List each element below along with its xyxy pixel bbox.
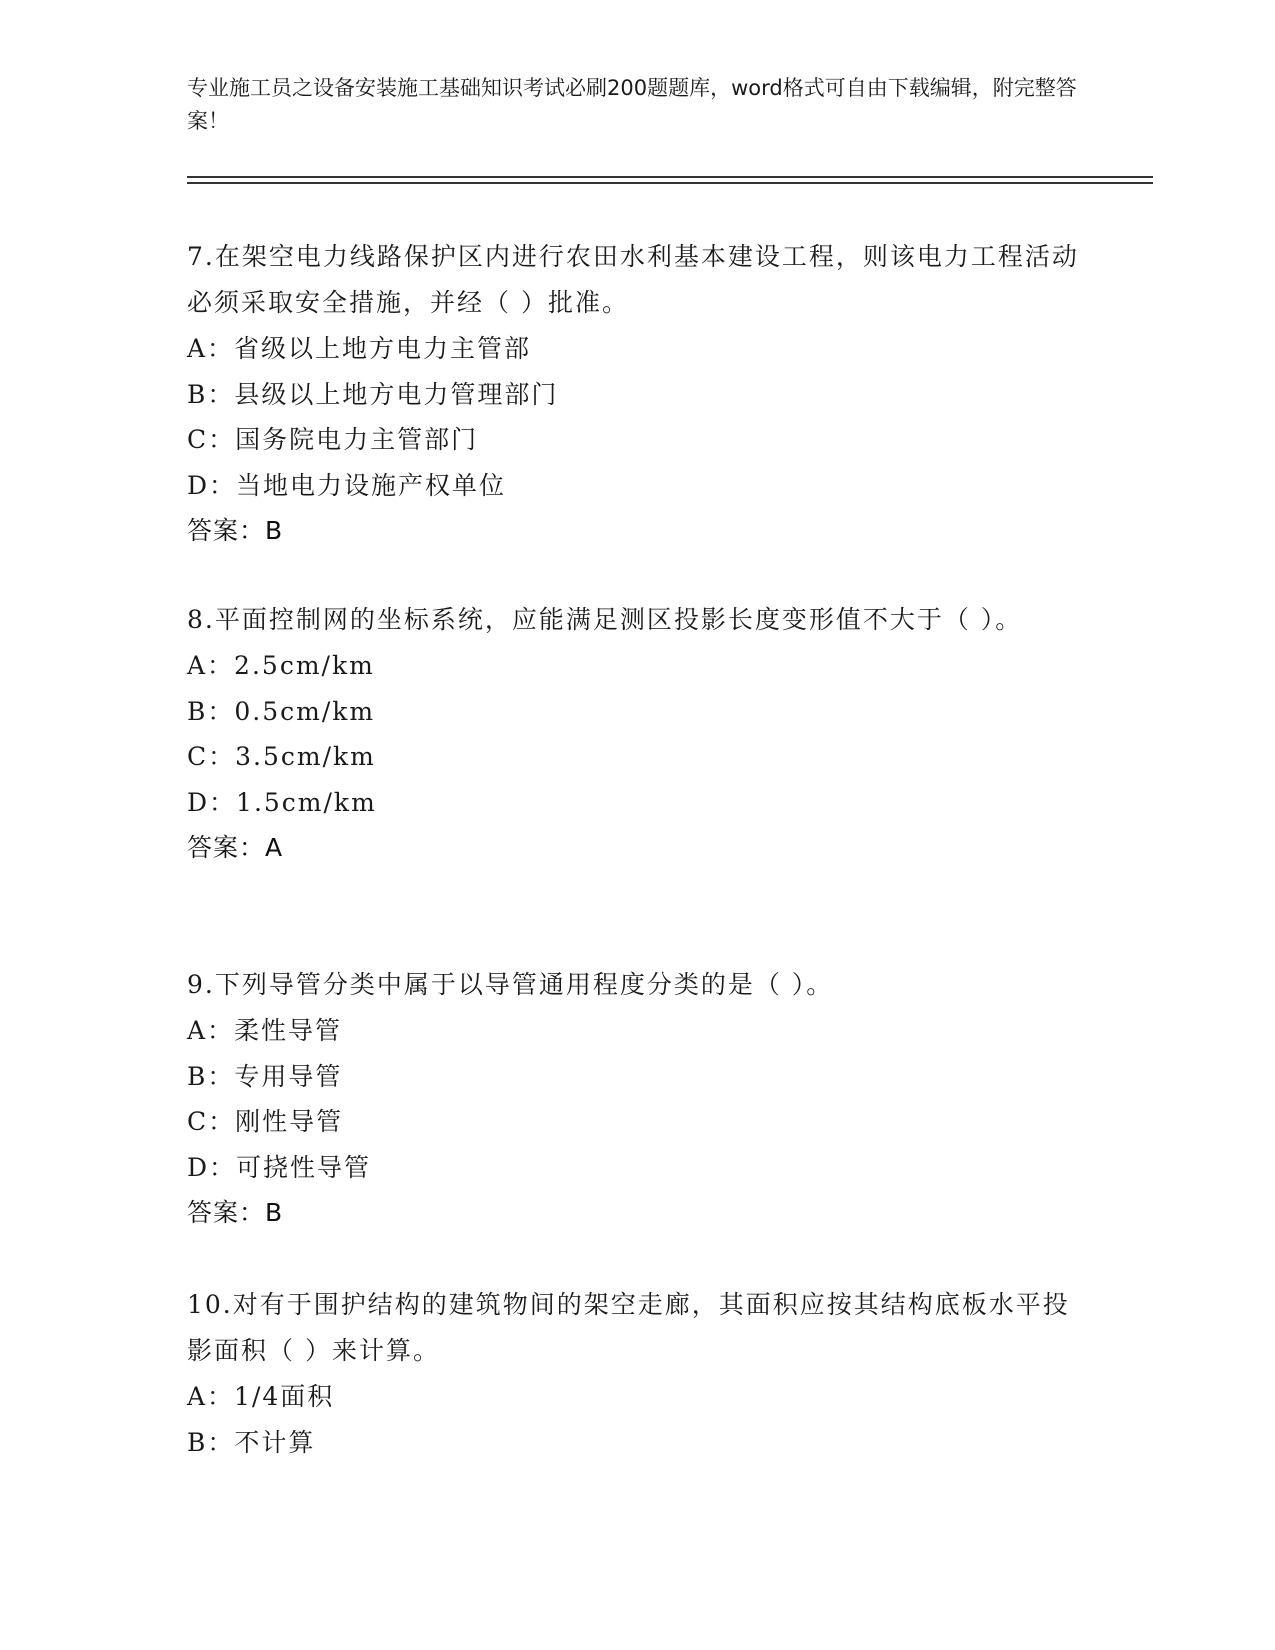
option-a: A：2.5cm/km <box>187 651 375 680</box>
question-8 <box>187 597 1087 871</box>
answer-line: 答案：B <box>187 1198 284 1227</box>
question-stem: 8.平面控制网的坐标系统，应能满足测区投影长度变形值不大于（ ）。 <box>187 605 1023 634</box>
answer-line: 答案：B <box>187 516 284 545</box>
document-header: 专业施工员之设备安装施工基础知识考试必刷200题题库，word格式可自由下载编辑，附完整答案！ <box>187 76 1077 133</box>
option-b: B：不计算 <box>187 1427 316 1457</box>
question-7 <box>187 234 1087 554</box>
header-divider-bottom <box>187 182 1153 184</box>
option-d: D：1.5cm/km <box>187 787 377 817</box>
option-a: A：省级以上地方电力主管部 <box>187 334 532 363</box>
option-a: A：1/4面积 <box>187 1382 335 1411</box>
question-10 <box>187 1282 1087 1465</box>
question-9 <box>187 962 1087 1236</box>
option-c: C：3.5cm/km <box>187 742 376 771</box>
option-a: A：柔性导管 <box>187 1016 343 1045</box>
question-stem: 9.下列导管分类中属于以导管通用程度分类的是（ ）。 <box>187 970 834 999</box>
question-stem: 10.对有于围护结构的建筑物间的架空走廊，其面积应按其结构底板水平投影面积（ ）来计算。 <box>187 1290 1070 1365</box>
option-b: B：0.5cm/km <box>187 696 376 726</box>
header-divider-top <box>187 176 1153 178</box>
option-d: D：当地电力设施产权单位 <box>187 470 507 500</box>
option-c: C：国务院电力主管部门 <box>187 425 479 454</box>
answer-line: 答案：A <box>187 833 284 862</box>
option-b: B：专用导管 <box>187 1061 343 1091</box>
option-c: C：刚性导管 <box>187 1107 344 1136</box>
option-b: B：县级以上地方电力管理部门 <box>187 379 559 409</box>
option-d: D：可挠性导管 <box>187 1152 372 1182</box>
question-stem: 7.在架空电力线路保护区内进行农田水利基本建设工程，则该电力工程活动必须采取安全措施，并经（ ）批准。 <box>187 242 1079 317</box>
